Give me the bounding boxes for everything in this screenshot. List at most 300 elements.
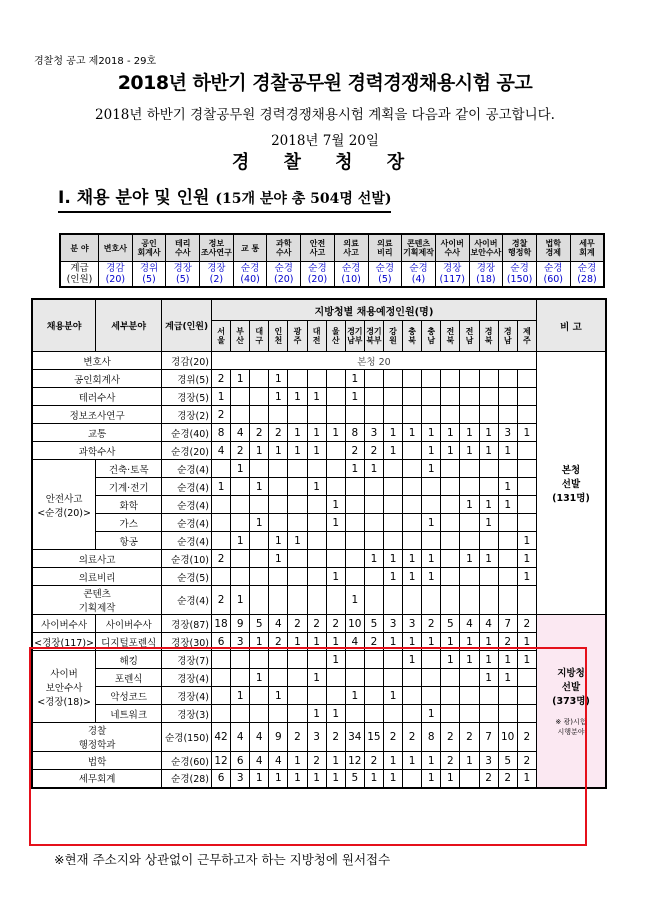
region-cell: [403, 770, 422, 788]
summary-header-cell: 의료 사고: [334, 234, 368, 262]
region-cell: 2: [212, 550, 231, 568]
region-cell: 3: [403, 615, 422, 633]
region-cell: [307, 514, 326, 532]
region-cell: [231, 651, 250, 669]
region-cell: [212, 496, 231, 514]
note-hq: 본청 선발 (131명): [536, 352, 606, 615]
region-cell: 2: [517, 752, 536, 770]
region-cell: 4: [212, 442, 231, 460]
summary-value-cell: 순경 (150): [503, 262, 537, 288]
section-subtitle: (15개 분야 총 504명 선발): [215, 191, 392, 207]
region-cell: [422, 370, 441, 388]
region-header: 경기 북부: [364, 321, 383, 352]
region-cell: 1: [250, 514, 269, 532]
region-cell: 5: [498, 752, 517, 770]
region-cell: 1: [288, 388, 307, 406]
region-cell: 2: [269, 424, 288, 442]
region-cell: [364, 496, 383, 514]
region-cell: [479, 460, 498, 478]
region-cell: 1: [479, 442, 498, 460]
field-cell: 변호사: [32, 352, 162, 370]
region-cell: [345, 669, 364, 687]
region-cell: 1: [517, 651, 536, 669]
subfield-cell: 사이버수사: [96, 615, 162, 633]
subfield-cell: 네트워크: [96, 705, 162, 723]
region-cell: 1: [212, 478, 231, 496]
region-cell: 1: [288, 770, 307, 788]
region-cell: [231, 550, 250, 568]
region-cell: 1: [498, 651, 517, 669]
region-cell: [288, 586, 307, 615]
region-cell: 18: [212, 615, 231, 633]
region-cell: 1: [307, 633, 326, 651]
region-cell: [460, 687, 479, 705]
summary-value-cell: 순경 (5): [368, 262, 402, 288]
field-cell: 법학: [32, 752, 162, 770]
region-cell: 1: [441, 442, 460, 460]
region-cell: [250, 496, 269, 514]
table-row: [32, 370, 606, 388]
region-cell: [441, 532, 460, 550]
summary-value-cell: 순경 (10): [334, 262, 368, 288]
region-cell: [498, 586, 517, 615]
rank-cell: 경장(4): [162, 687, 212, 705]
region-cell: [383, 460, 402, 478]
region-cell: [498, 687, 517, 705]
region-cell: [364, 568, 383, 586]
region-cell: 4: [269, 752, 288, 770]
region-cell: 2: [498, 770, 517, 788]
region-cell: [288, 478, 307, 496]
region-cell: [403, 705, 422, 723]
region-cell: [307, 370, 326, 388]
region-cell: [288, 568, 307, 586]
summary-header-cell: 테리 수사: [166, 234, 200, 262]
region-header: 충 남: [422, 321, 441, 352]
field-cell-cybersec: 사이버 보안수사 <경장(18)>: [32, 651, 96, 723]
region-cell: [288, 705, 307, 723]
region-cell: [326, 550, 345, 568]
rank-cell: 순경(5): [162, 568, 212, 586]
field-cell: 교통: [32, 424, 162, 442]
region-cell: [383, 705, 402, 723]
region-cell: 6: [212, 633, 231, 651]
region-cell: 1: [460, 752, 479, 770]
header-note: 비 고: [536, 299, 606, 352]
region-cell: [288, 651, 307, 669]
summary-header-cell: 사이버 보안수사: [469, 234, 503, 262]
region-cell: 1: [422, 424, 441, 442]
table-row: [32, 478, 606, 496]
region-cell: [460, 770, 479, 788]
region-cell: [231, 669, 250, 687]
note-local-sub: ※ 광)시험 시행분야: [555, 717, 587, 736]
table-row: [32, 687, 606, 705]
subfield-cell: 가스: [96, 514, 162, 532]
region-cell: [212, 705, 231, 723]
region-cell: 4: [479, 615, 498, 633]
region-cell: [269, 669, 288, 687]
region-cell: [364, 586, 383, 615]
region-cell: [403, 496, 422, 514]
region-cell: [212, 514, 231, 532]
region-cell: 1: [460, 633, 479, 651]
region-cell: [441, 370, 460, 388]
region-cell: 1: [422, 442, 441, 460]
region-cell: [383, 406, 402, 424]
region-cell: 1: [479, 550, 498, 568]
region-cell: 1: [422, 568, 441, 586]
region-cell: 1: [231, 370, 250, 388]
region-cell: [479, 478, 498, 496]
region-cell: 1: [403, 651, 422, 669]
region-cell: [269, 460, 288, 478]
region-cell: [364, 705, 383, 723]
region-cell: [517, 687, 536, 705]
region-cell: [250, 406, 269, 424]
region-cell: 1: [307, 478, 326, 496]
region-cell: 3: [364, 424, 383, 442]
field-cell: 과학수사: [32, 442, 162, 460]
region-cell: [364, 669, 383, 687]
region-cell: [364, 406, 383, 424]
summary-header-cell: 교 통: [233, 234, 267, 262]
region-cell: 1: [383, 442, 402, 460]
region-cell: 1: [231, 687, 250, 705]
region-cell: 2: [364, 633, 383, 651]
region-cell: [383, 651, 402, 669]
summary-header-cell: 법학 경제: [536, 234, 570, 262]
subfield-cell: 디지털포렌식: [96, 633, 162, 651]
region-cell: 1: [498, 496, 517, 514]
region-cell: [326, 586, 345, 615]
region-cell: [498, 388, 517, 406]
summary-value-cell: 순경 (60): [536, 262, 570, 288]
region-cell: [441, 550, 460, 568]
region-cell: 9: [269, 723, 288, 752]
region-cell: 4: [269, 615, 288, 633]
region-cell: 2: [479, 770, 498, 788]
region-cell: 1: [383, 770, 402, 788]
region-cell: 3: [231, 770, 250, 788]
region-cell: [403, 370, 422, 388]
region-cell: 1: [364, 460, 383, 478]
region-cell: [269, 651, 288, 669]
region-cell: [441, 568, 460, 586]
region-cell: [460, 514, 479, 532]
region-header: 경 북: [479, 321, 498, 352]
summary-value-cell: 순경 (28): [570, 262, 604, 288]
summary-header-cell: 공인 회계사: [132, 234, 166, 262]
region-cell: 3: [479, 752, 498, 770]
region-cell: [460, 705, 479, 723]
region-cell: 7: [479, 723, 498, 752]
region-cell: 1: [326, 568, 345, 586]
header-regions-title: 지방청별 채용예정인원(명): [212, 299, 537, 321]
region-cell: 1: [307, 388, 326, 406]
region-cell: [212, 568, 231, 586]
region-cell: [422, 406, 441, 424]
table-row: [32, 651, 606, 669]
region-cell: 1: [288, 752, 307, 770]
region-cell: 4: [250, 723, 269, 752]
region-cell: 1: [250, 478, 269, 496]
region-cell: 1: [307, 442, 326, 460]
region-cell: [403, 669, 422, 687]
region-cell: 2: [307, 615, 326, 633]
region-cell: [441, 514, 460, 532]
region-cell: 2: [364, 442, 383, 460]
region-cell: [422, 687, 441, 705]
region-cell: 1: [460, 496, 479, 514]
region-cell: 1: [403, 568, 422, 586]
region-cell: 1: [383, 424, 402, 442]
region-cell: [326, 669, 345, 687]
region-cell: 1: [326, 770, 345, 788]
table-row: [32, 770, 606, 788]
field-cell-cyber: 사이버수사: [32, 615, 96, 633]
region-cell: [364, 532, 383, 550]
region-cell: [460, 568, 479, 586]
region-cell: 1: [326, 633, 345, 651]
region-cell: [422, 532, 441, 550]
region-cell: 12: [212, 752, 231, 770]
region-cell: [345, 406, 364, 424]
region-cell: 2: [403, 723, 422, 752]
region-cell: [307, 568, 326, 586]
region-cell: [517, 460, 536, 478]
region-cell: [231, 478, 250, 496]
table-row: [32, 550, 606, 568]
region-cell: [307, 651, 326, 669]
region-cell: [326, 406, 345, 424]
region-cell: [479, 705, 498, 723]
region-cell: [517, 514, 536, 532]
rank-cell: 순경(4): [162, 478, 212, 496]
region-header: 울 산: [326, 321, 345, 352]
region-cell: [460, 478, 479, 496]
region-cell: 1: [422, 460, 441, 478]
region-cell: [326, 460, 345, 478]
summary-value-cell: 경장 (117): [435, 262, 469, 288]
region-cell: [422, 651, 441, 669]
region-cell: 1: [403, 752, 422, 770]
region-cell: [460, 669, 479, 687]
region-cell: [326, 687, 345, 705]
rank-cell: 순경(150): [162, 723, 212, 752]
region-header: 부 산: [231, 321, 250, 352]
region-cell: [288, 687, 307, 705]
region-header: 전 북: [441, 321, 460, 352]
region-cell: 1: [403, 424, 422, 442]
region-cell: [460, 388, 479, 406]
section-heading: [58, 183, 391, 213]
subfield-cell: 항공: [96, 532, 162, 550]
region-cell: [383, 514, 402, 532]
region-header: 전 남: [460, 321, 479, 352]
summary-value-cell: 순경 (20): [301, 262, 335, 288]
region-cell: 1: [345, 388, 364, 406]
region-cell: 2: [212, 406, 231, 424]
region-cell: 4: [345, 633, 364, 651]
region-cell: [269, 586, 288, 615]
region-cell: [479, 532, 498, 550]
region-cell: 1: [288, 633, 307, 651]
summary-value-cell: 경장 (2): [200, 262, 234, 288]
table-row: [32, 633, 606, 651]
region-cell: 1: [345, 370, 364, 388]
region-cell: 1: [250, 442, 269, 460]
region-cell: 4: [460, 615, 479, 633]
region-cell: [364, 514, 383, 532]
region-cell: [326, 532, 345, 550]
region-cell: 2: [326, 615, 345, 633]
region-cell: 42: [212, 723, 231, 752]
region-cell: [498, 514, 517, 532]
region-cell: [212, 460, 231, 478]
region-cell: 2: [307, 752, 326, 770]
summary-header-cell: 과학 수사: [267, 234, 301, 262]
region-cell: 2: [288, 723, 307, 752]
region-cell: 1: [269, 388, 288, 406]
region-cell: 1: [269, 442, 288, 460]
region-cell: [307, 687, 326, 705]
region-cell: [498, 532, 517, 550]
region-cell: [441, 705, 460, 723]
region-cell: 2: [517, 615, 536, 633]
region-cell: [345, 496, 364, 514]
region-cell: [498, 370, 517, 388]
region-cell: 1: [403, 550, 422, 568]
field-cell: 경찰 행정학과: [32, 723, 162, 752]
region-cell: 1: [517, 770, 536, 788]
region-cell: 1: [498, 478, 517, 496]
region-cell: 1: [422, 514, 441, 532]
region-cell: 1: [231, 586, 250, 615]
summary-table: [59, 233, 605, 288]
region-cell: [307, 460, 326, 478]
region-cell: 5: [345, 770, 364, 788]
header-rank: 계급(인원): [162, 299, 212, 352]
region-cell: [460, 532, 479, 550]
region-cell: [364, 478, 383, 496]
rank-cell: 경장(4): [162, 669, 212, 687]
subfield-cell: 기계·전기: [96, 478, 162, 496]
region-cell: [441, 478, 460, 496]
region-cell: [250, 687, 269, 705]
region-cell: [498, 705, 517, 723]
rank-cell: 순경(4): [162, 496, 212, 514]
allocation-table: [31, 298, 607, 789]
note-local: 지방청 선발 (373명) ※ 광)시험 시행분야: [536, 615, 606, 788]
region-cell: [517, 370, 536, 388]
region-cell: 1: [383, 687, 402, 705]
summary-value-cell: 순경 (40): [233, 262, 267, 288]
region-cell: [269, 478, 288, 496]
region-cell: 10: [345, 615, 364, 633]
region-cell: [231, 514, 250, 532]
region-cell: [364, 687, 383, 705]
region-cell: 1: [383, 752, 402, 770]
region-cell: 6: [231, 752, 250, 770]
region-cell: 1: [269, 550, 288, 568]
region-cell: 1: [422, 633, 441, 651]
region-cell: [498, 568, 517, 586]
header-subfield: 세부분야: [96, 299, 162, 352]
region-cell: 1: [345, 460, 364, 478]
region-cell: [212, 651, 231, 669]
table-row: [32, 442, 606, 460]
region-cell: [403, 406, 422, 424]
subfield-cell: 건축·토목: [96, 460, 162, 478]
summary-header-cell: 세무 회계: [570, 234, 604, 262]
table-row: [32, 352, 606, 370]
region-cell: 2: [498, 633, 517, 651]
region-cell: 2: [345, 442, 364, 460]
region-cell: [250, 550, 269, 568]
region-cell: [517, 586, 536, 615]
field-cell: 의료비리: [32, 568, 162, 586]
region-cell: [403, 388, 422, 406]
region-cell: 1: [307, 424, 326, 442]
table-row: [32, 406, 606, 424]
region-cell: [345, 532, 364, 550]
region-cell: 3: [307, 723, 326, 752]
region-cell: [231, 388, 250, 406]
summary-header-cell: 변호사: [99, 234, 133, 262]
intro-text: 2018년 하반기 경찰공무원 경력경쟁채용시험 계획을 다음과 같이 공고합니다.: [95, 107, 555, 123]
region-cell: [441, 687, 460, 705]
region-cell: 2: [441, 752, 460, 770]
region-cell: [307, 550, 326, 568]
region-cell: 2: [288, 615, 307, 633]
region-cell: [460, 460, 479, 478]
region-cell: 5: [250, 615, 269, 633]
region-cell: 2: [326, 723, 345, 752]
region-cell: [517, 669, 536, 687]
rank-cell: 순경(20): [162, 442, 212, 460]
region-cell: [441, 460, 460, 478]
region-cell: [269, 406, 288, 424]
rank-cell: 경장(2): [162, 406, 212, 424]
table-row: [32, 752, 606, 770]
region-cell: 5: [364, 615, 383, 633]
region-cell: [403, 687, 422, 705]
summary-value-cell: 경장 (5): [166, 262, 200, 288]
region-cell: 1: [307, 705, 326, 723]
region-cell: [383, 586, 402, 615]
region-cell: [383, 496, 402, 514]
region-cell: 1: [460, 442, 479, 460]
region-header: 경 남: [498, 321, 517, 352]
region-cell: 1: [517, 550, 536, 568]
region-cell: [269, 514, 288, 532]
region-cell: [517, 442, 536, 460]
rank-cell: 순경(4): [162, 532, 212, 550]
region-cell: [250, 568, 269, 586]
region-cell: 1: [517, 633, 536, 651]
region-cell: [498, 550, 517, 568]
region-cell: [403, 442, 422, 460]
rank-cell: 순경(4): [162, 514, 212, 532]
region-cell: [288, 496, 307, 514]
region-cell: 1: [250, 770, 269, 788]
rank-cell: 경장(5): [162, 388, 212, 406]
region-cell: 3: [383, 615, 402, 633]
region-cell: 1: [250, 633, 269, 651]
region-cell: [422, 496, 441, 514]
region-cell: [479, 388, 498, 406]
